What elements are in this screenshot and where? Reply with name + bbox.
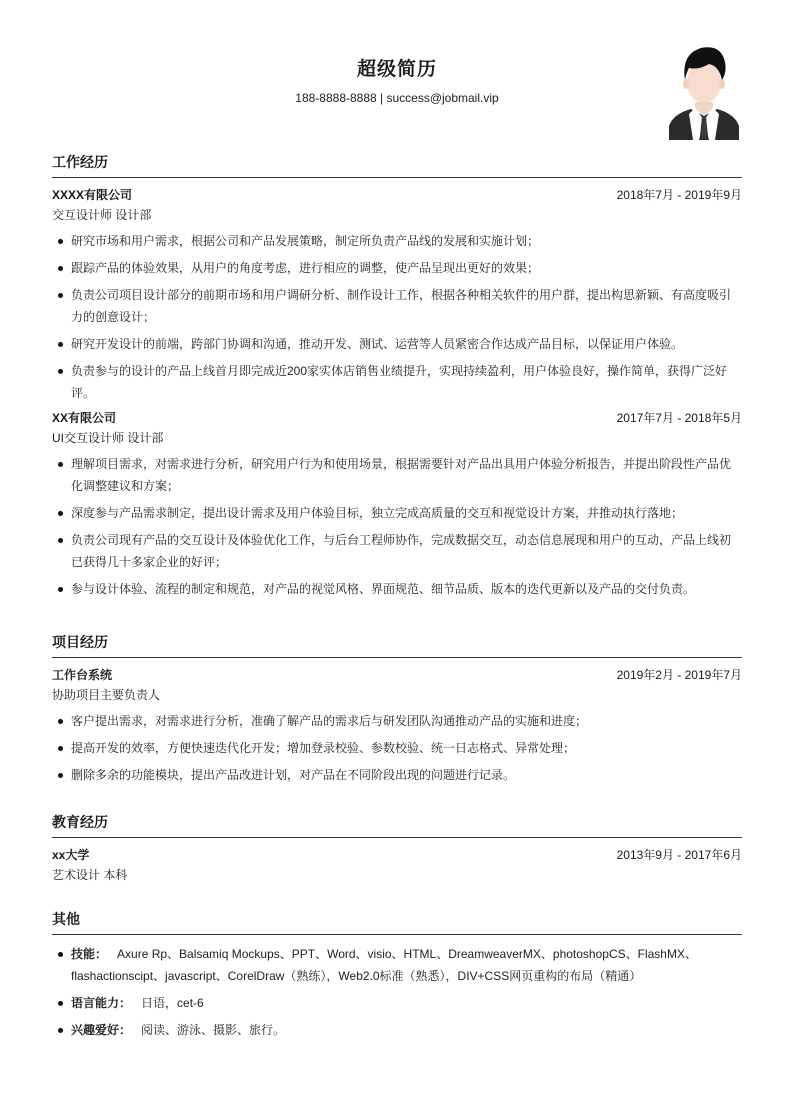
job-title: 交互设计师 设计部 <box>52 208 152 222</box>
hobby-item <box>52 1019 742 1041</box>
section-title: 项目经历 <box>52 633 742 658</box>
candidate-name: 超级简历 <box>356 59 437 80</box>
item-key: 技能： <box>71 947 108 961</box>
avatar <box>669 44 739 140</box>
school-name: xx大学 <box>52 848 90 862</box>
resume-page <box>52 0 742 1107</box>
list-item: 客户提出需求，对需求进行分析，准确了解产品的需求后与研发团队沟通推动产品的实施和进度； <box>52 710 742 732</box>
language-item <box>52 992 742 1014</box>
degree: 艺术设计 本科 <box>52 868 128 882</box>
list-item: 研究开发设计的前端，跨部门协调和沟通，推动开发、测试、运营等人员紧密合作达成产品目标，以保证用户体验。 <box>52 333 742 355</box>
resume-header <box>52 0 742 140</box>
work-entry <box>52 409 742 600</box>
job-title: UI交互设计师 设计部 <box>52 431 164 445</box>
company-name: XX有限公司 <box>52 411 117 425</box>
project-name: 工作台系统 <box>52 668 113 682</box>
list-item: 研究市场和用户需求，根据公司和产品发展策略，制定所负责产品线的发展和实施计划； <box>52 230 742 252</box>
date-range: 2018年7月 - 2019年9月 <box>616 188 742 202</box>
item-value: 日语，cet-6 <box>141 996 204 1010</box>
project-role: 协助项目主要负责人 <box>52 688 161 702</box>
education-entry <box>52 846 742 890</box>
company-name: XXXX有限公司 <box>52 188 133 202</box>
list-item: 提高开发的效率，方便快速迭代化开发；增加登录校验、参数校验、统一日志格式、异常处理； <box>52 737 742 759</box>
list-item: 跟踪产品的体验效果，从用户的角度考虑，进行相应的调整，使产品呈现出更好的效果； <box>52 257 742 279</box>
list-item: 负责公司项目设计部分的前期市场和用户调研分析、制作设计工作，根据各种相关软件的用户群，提出构思新颖、有高度吸引力的创意设计； <box>52 284 742 328</box>
contact-info: 188-8888-8888 | success@jobmail.vip <box>295 91 499 105</box>
section-title: 教育经历 <box>52 813 742 838</box>
item-value: 阅读、游泳、摄影、旅行。 <box>141 1023 286 1037</box>
list-item: 负责参与的设计的产品上线首月即完成近200家实体店销售业绩提升，实现持续盈利，用户体验良好，操作简单，获得广泛好评。 <box>52 360 742 404</box>
skills-item <box>52 943 742 987</box>
list-item: 深度参与产品需求制定，提出设计需求及用户体验目标，独立完成高质量的交互和视觉设计方案，并推动执行落地； <box>52 502 742 524</box>
other-section <box>52 910 742 1046</box>
work-entry <box>52 186 742 404</box>
item-key: 语言能力： <box>71 996 132 1010</box>
date-range: 2019年2月 - 2019年7月 <box>616 668 742 682</box>
list-item: 理解项目需求，对需求进行分析，研究用户行为和使用场景，根据需要针对产品出具用户体验分析报告，并提出阶段性产品优化调整建议和方案； <box>52 453 742 497</box>
project-section <box>52 633 742 791</box>
item-key: 兴趣爱好： <box>71 1023 132 1037</box>
date-range: 2013年9月 - 2017年6月 <box>616 848 742 862</box>
list-item: 负责公司现有产品的交互设计及体验优化工作，与后台工程师协作，完成数据交互，动态信息展现和用户的互动，产品上线初已获得几十多家企业的好评； <box>52 529 742 573</box>
project-entry <box>52 666 742 786</box>
date-range: 2017年7月 - 2018年5月 <box>616 411 742 425</box>
section-title: 其他 <box>52 910 742 935</box>
section-title: 工作经历 <box>52 153 742 178</box>
education-section <box>52 813 742 890</box>
item-value: Axure Rp、Balsamiq Mockups、PPT、Word、visio、HTML、DreamweaverMX、photoshopCS、FlashMX、flashactionscipt、javascript、CorelDraw（熟练），Web2.0标准（熟悉），DIV+CSS网页重构的布局（精通） <box>71 947 697 983</box>
list-item: 删除多余的功能模块，提出产品改进计划，对产品在不同阶段出现的问题进行记录。 <box>52 764 742 786</box>
list-item: 参与设计体验、流程的制定和规范，对产品的视觉风格、界面规范、细节品质、版本的迭代更新以及产品的交付负责。 <box>52 578 742 600</box>
work-section <box>52 153 742 605</box>
